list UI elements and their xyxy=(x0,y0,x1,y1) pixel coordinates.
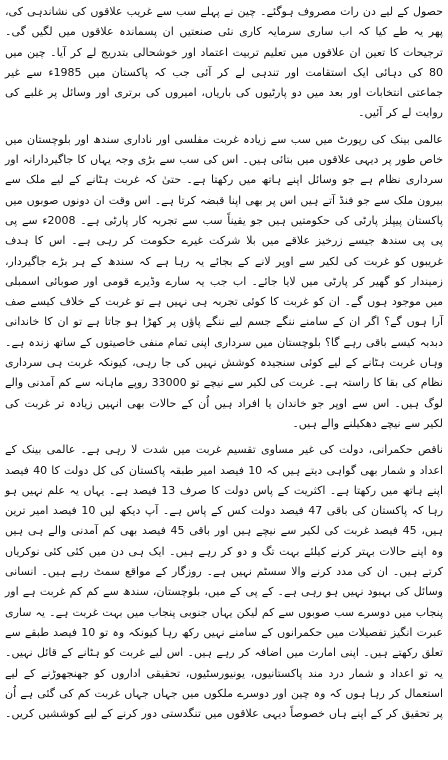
article-paragraph-1: حصول کے لیے دن رات مصروف ہوگئے۔ چین نے پہلے سب سے غریب علاقوں کی نشاندہی کی، پھر یہ طے کیا کہ اب ساری سرمایہ کاری نئی صنعتیں ان پسماندہ علاقوں میں لگیں گی۔ ترجیحات کا تعین ان علاقوں میں تعلیم تربیت اعتماد اور خوشحالی بتدریج لے کر آیا۔ چین میں 80 کی دہائی ایک استقامت اور تندہی لے کر آئی جب کہ پاکستان میں 1985ء سے غیر جماعتی انتخابات اور بعد میں دو پارٹیوں کی باریاں، امیروں کی برتری اور وسائل پر غلبے کی روایت لے کر آئیں۔ xyxy=(5,5,444,120)
article-paragraph-3: ناقص حکمرانی، دولت کی غیر مساوی تقسیم غربت میں شدت لا رہی ہے۔ عالمی بینک کے اعداد و شمار بھی گواہی دیتے ہیں کہ 10 فیصد امیر طبقہ پاکستان کی کل دولت کا 40 فیصد اپنے ہاتھ میں رکھتا ہے۔ اکثریت کے پاس دولت کا صرف 13 فیصد ہے۔ یہاں یہ علم نہیں ہو رہا کہ پاکستان کی باقی 47 فیصد دولت کس کے پاس ہے۔ آپ دیکھ لیں 10 فیصد امیر ترین ہیں، 45 فیصد غربت کی لکیر سے نیچے ہیں اور باقی 45 فیصد بھی کم آمدنی والے ہی ہیں وہ اپنے حالات بہتر کرنے کیلئے بہت تگ و دو کر رہے ہیں۔ ایک ہی دن میں کئی کئی نوکریاں کرتے ہیں۔ ان کی مدد کرنے والا سسٹم نہیں ہے۔ روزگار کے مواقع سمٹ رہے ہیں۔ انسانی وسائل کی بہبود نہیں ہو رہی ہے۔ کے پی کے میں، بلوچستان، سندھ سے کم کم غربت ہے اور پنجاب میں دوسرے سب صوبوں سے کم لیکن یہاں جنوبی پنجاب میں بہت غربت ہے۔ یہ ساری عبرت انگیز تفصیلات میں حکمرانوں کے سامنے نہیں رکھ رہا کیونکہ وہ تو 10 فیصد طبقے سے تعلق رکھتے ہیں۔ اپنی امارت میں اضافہ کر رہے ہیں۔ اس لیے غربت کو ہٹانے کے قائل نہیں۔ یہ تو اعداد و شمار درد مند پاکستانیوں، یونیورسٹیوں، تحقیقی اداروں کو جھنجھوڑنے کے لیے استعمال کر رہا ہوں کہ وہ چین اور دوسرے ملکوں میں جہاں جہاں غربت کم کی گئی ہے اُن پر تحقیق کر کے اپنے ہاں خصوصاً دیہی علاقوں میں تنگدستی دور کرنے کے لیے کوششیں کریں۔ xyxy=(5,443,444,721)
article-paragraph-2: عالمی بینک کی رپورٹ میں سب سے زیادہ غربت مفلسی اور ناداری سندھ اور بلوچستان میں خاص طور پر دیہی علاقوں میں بتائی ہیں۔ اس کی سب سے بڑی وجہ یہاں کا جاگیردارانہ اور سرداری نظام ہے جو وسائل اپنے ہاتھ میں رکھتا ہے۔ حتیٰ کہ غربت ہٹانے کے لیے ملک سے بیرون ملک سے جو فنڈ آتے ہیں اس پر بھی اپنا قبضہ کرتا ہے۔ اس وقت ان دونوں صوبوں میں پاکستان پیپلز پارٹی کی حکومتیں ہیں جو یقیناً سب سے تجربہ کار پارٹی ہے۔ 2008ء سے پی پی پی سندھ جیسے زرخیز علاقے میں بلا شرکت غیرے حکومت کر رہی ہے۔ اس کا ہدف غریبوں کو غربت کی لکیر سے اوپر لانے کے بجائے یہ رہا ہے کہ سندھ کے ہر بڑے جاگیردار، زمیندار کو گھیر کر پارٹی میں لایا جائے۔ اب جب یہ سارے وڈیرے قومی اور صوبائی اسمبلی میں موجود ہوں گے۔ ان کو غربت کا کوئی تجربہ ہی نہیں ہے تو غربت کے خلاف کیسے صف آرا ہوں گے؟ اگر ان کے سامنے ننگے جسم لیے ننگے پاؤں پر کھڑا ہو جاتا ہے تو ان کا خاندانی دبدبہ کیسے باقی رہے گا؟ بلوچستان میں سرداری اپنی تمام منفی خاصیتوں کے ساتھ زندہ ہے۔ وہاں غربت ہٹانے کے لیے کوئی سنجیدہ کوشش نہیں کی جا رہی، کیونکہ غربت ہی سرداری نظام کی بقا کا راستہ ہے۔ غربت کی لکیر سے نیچے تو 33000 روپے ماہانہ سے کم آمدنی والے لوگ ہیں۔ اس سے اوپر جو خاندان یا افراد ہیں اُن کے حالات بھی انہیں زیادہ تر غربت کی لکیر سے نیچے دھکیلنے والے ہیں۔ xyxy=(5,132,444,430)
